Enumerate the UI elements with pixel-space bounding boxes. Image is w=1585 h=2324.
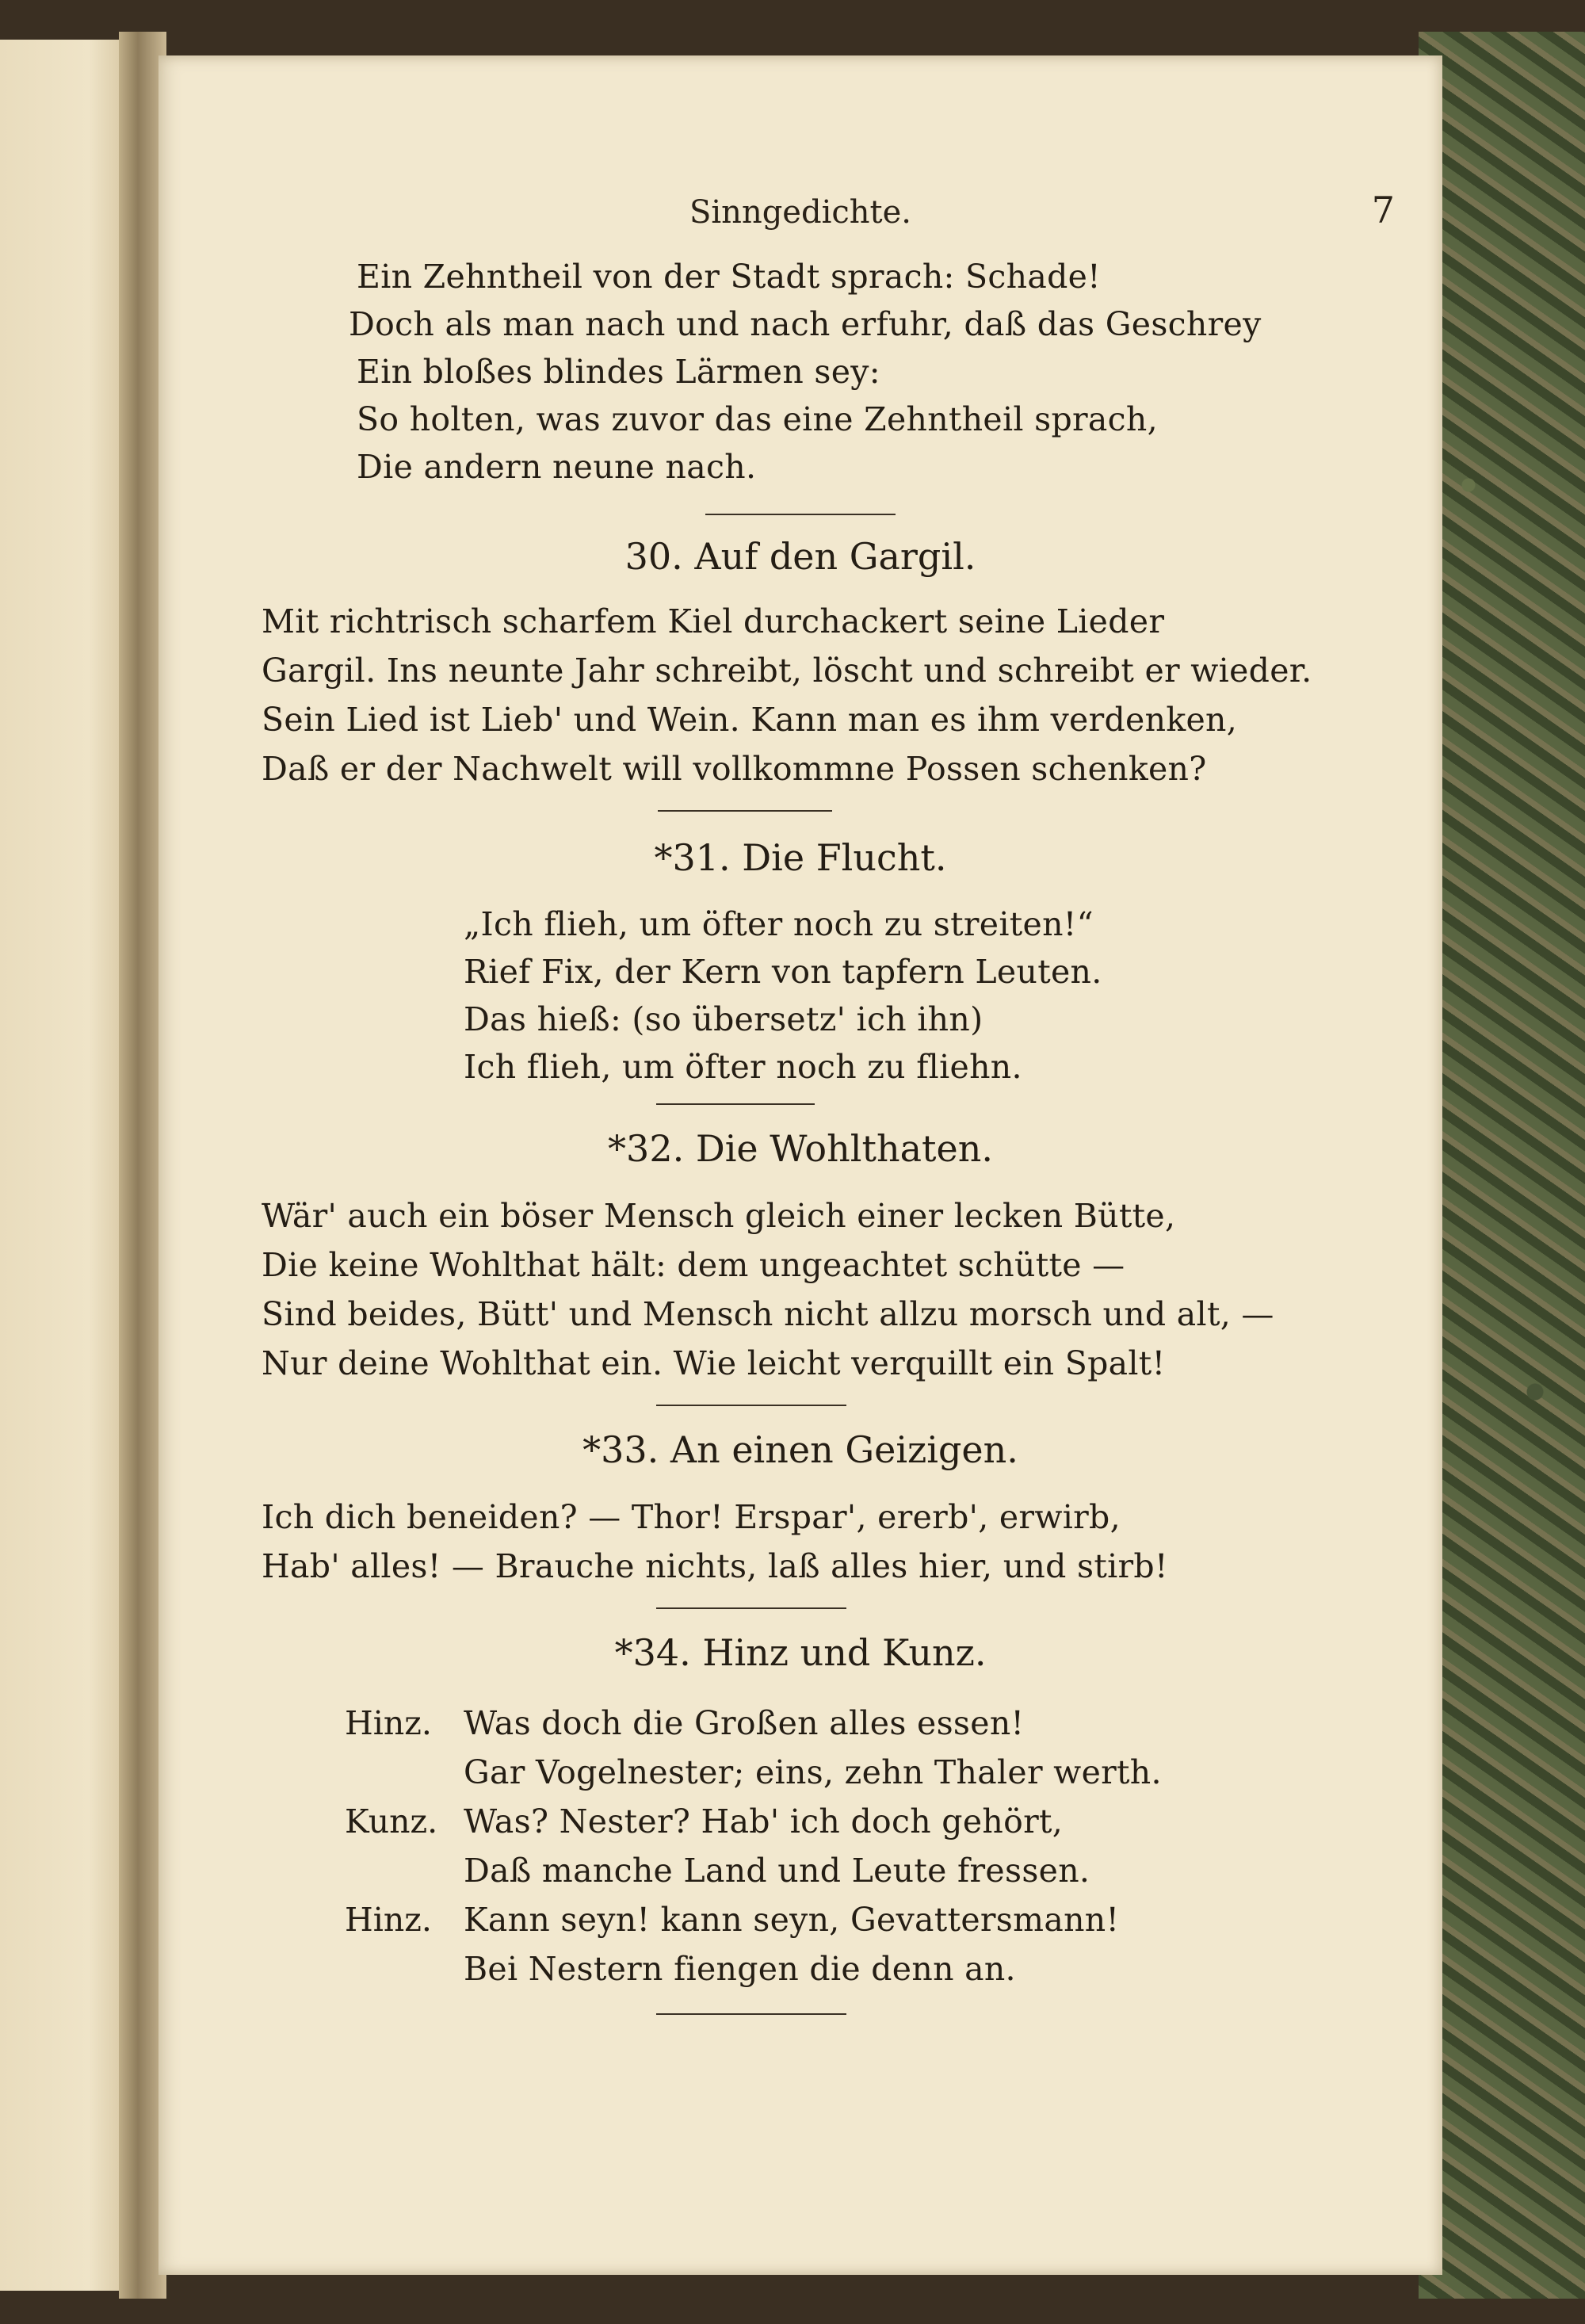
poem-line: Sein Lied ist Lieb' und Wein. Kann man es ihm verdenken, xyxy=(262,701,1238,739)
left-page-edge xyxy=(0,40,127,2291)
poem-line: Gargil. Ins neunte Jahr schreibt, löscht und schreibt er wieder. xyxy=(262,652,1312,690)
section-divider xyxy=(656,1405,846,1406)
poem-title: *31. Die Flucht. xyxy=(654,836,947,879)
page-number: 7 xyxy=(1371,189,1395,231)
poem-line: Ich dich beneiden? — Thor! Erspar', ererb', erwirb, xyxy=(262,1498,1121,1536)
dialogue-line: Kann seyn! kann seyn, Gevattersmann! xyxy=(464,1901,1120,1939)
poem-line: Nur deine Wohlthat ein. Wie leicht verquillt ein Spalt! xyxy=(262,1344,1166,1382)
dialogue-speaker: Hinz. xyxy=(345,1704,432,1742)
dialogue-line: Gar Vogelnester; eins, zehn Thaler werth. xyxy=(464,1753,1162,1791)
poem-line: Die keine Wohlthat hält: dem ungeachtet schütte — xyxy=(262,1246,1125,1284)
intro-line: Ein bloßes blindes Lärmen sey: xyxy=(357,353,880,391)
section-divider xyxy=(705,514,896,515)
poem-line: „Ich flieh, um öfter noch zu streiten!“ xyxy=(464,905,1094,943)
poem-title: *34. Hinz und Kunz. xyxy=(614,1631,987,1674)
section-divider xyxy=(656,1103,815,1105)
poem-title: 30. Auf den Gargil. xyxy=(624,535,976,578)
section-divider xyxy=(656,1607,846,1609)
poem-title: *32. Die Wohlthaten. xyxy=(608,1127,993,1170)
dialogue-line: Daß manche Land und Leute fressen. xyxy=(464,1852,1090,1890)
poem-line: Ich flieh, um öfter noch zu fliehn. xyxy=(464,1048,1022,1086)
poem-line: Rief Fix, der Kern von tapfern Leuten. xyxy=(464,953,1102,991)
dialogue-line: Bei Nestern fiengen die denn an. xyxy=(464,1950,1016,1988)
dialogue-speaker: Kunz. xyxy=(345,1802,438,1840)
book-page xyxy=(158,55,1442,2275)
poem-line: Mit richtrisch scharfem Kiel durchackert seine Lieder xyxy=(262,602,1165,640)
poem-line: Das hieß: (so übersetz' ich ihn) xyxy=(464,1000,983,1038)
poem-line: Wär' auch ein böser Mensch gleich einer lecken Bütte, xyxy=(262,1197,1176,1235)
intro-line: Ein Zehntheil von der Stadt sprach: Schade! xyxy=(357,258,1101,296)
poem-line: Daß er der Nachwelt will vollkommne Possen schenken? xyxy=(262,750,1207,788)
marbled-cover-edge xyxy=(1419,32,1585,2299)
poem-line: Sind beides, Bütt' und Mensch nicht allzu morsch und alt, — xyxy=(262,1295,1274,1333)
dialogue-line: Was doch die Großen alles essen! xyxy=(464,1704,1025,1742)
poem-title: *33. An einen Geizigen. xyxy=(582,1428,1018,1471)
poem-line: Hab' alles! — Brauche nichts, laß alles hier, und stirb! xyxy=(262,1547,1168,1585)
intro-line: Doch als man nach und nach erfuhr, daß das Geschrey xyxy=(349,305,1262,343)
intro-line: Die andern neune nach. xyxy=(357,448,757,486)
section-divider xyxy=(656,2013,846,2015)
intro-line: So holten, was zuvor das eine Zehntheil sprach, xyxy=(357,400,1158,438)
dialogue-speaker: Hinz. xyxy=(345,1901,432,1939)
running-head: Sinngedichte. xyxy=(689,194,912,231)
dialogue-line: Was? Nester? Hab' ich doch gehört, xyxy=(464,1802,1064,1840)
section-divider xyxy=(658,810,832,812)
